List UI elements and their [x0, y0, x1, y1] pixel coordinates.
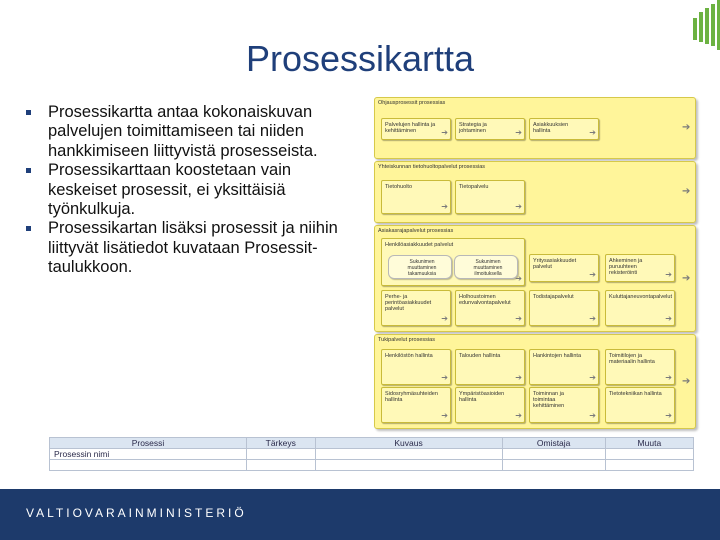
table-cell: [605, 449, 693, 460]
process-label: Tietotekniikan hallinta: [609, 391, 662, 397]
arrow-right-icon: ➔: [665, 314, 672, 323]
subprocess-label: Sukunimen muuttaminen ilmoituksella: [473, 259, 503, 277]
process-box: [455, 180, 525, 214]
process-map: [374, 97, 694, 427]
process-box: [455, 387, 525, 423]
process-box: [381, 290, 451, 326]
process-group-label: Ohjausprosessit prosessias: [378, 100, 446, 106]
process-box: [381, 180, 451, 214]
process-box: [381, 118, 451, 140]
arrow-right-icon: ➔: [441, 314, 448, 323]
process-label: Perhe- ja perintöasiakkuudet palvelut: [385, 294, 432, 312]
process-label: Strategia ja johtaminen: [459, 122, 487, 134]
process-label: Hankintojen hallinta: [533, 353, 582, 359]
process-group: [374, 334, 696, 429]
table-row: [50, 449, 694, 460]
arrow-right-icon: ➔: [682, 186, 691, 197]
table-row: [50, 460, 694, 471]
table-cell: Prosessin nimi: [50, 449, 247, 460]
arrow-right-icon: ➔: [589, 128, 596, 137]
process-group: [374, 225, 696, 332]
process-label: Toiminnan ja toimintaa kehittäminen: [533, 391, 565, 409]
arrow-right-icon: ➔: [589, 270, 596, 279]
table-cell: [502, 460, 605, 471]
process-box: [529, 254, 599, 282]
process-group-label: Tukipalvelut prosessias: [378, 337, 435, 343]
table-header-row: [50, 438, 694, 449]
square-bullet-icon: [26, 168, 31, 173]
square-bullet-icon: [26, 226, 31, 231]
process-box: [605, 254, 675, 282]
arrow-right-icon: ➔: [515, 202, 522, 211]
arrow-right-icon: ➔: [441, 128, 448, 137]
arrow-right-icon: ➔: [441, 411, 448, 420]
process-group: [374, 161, 696, 223]
process-label: Sidosryhmäsuhteiden hallinta: [385, 391, 438, 403]
square-bullet-icon: [26, 110, 31, 115]
arrow-right-icon: ➔: [665, 373, 672, 382]
bullet-text: Prosessikartta antaa kokonaiskuvan palvelujen toimittamiseen tai niiden hankkimiseen liittyvistä prosesseista.: [48, 103, 318, 160]
table-header: Kuvaus: [315, 438, 502, 449]
bullet-item: [26, 161, 356, 219]
process-group-label: Yhteiskunnan tietohuoltopalvelut prosessias: [378, 164, 486, 170]
arrow-right-icon: ➔: [515, 373, 522, 382]
process-group: [374, 97, 696, 159]
table-cell: [246, 460, 315, 471]
subprocess-box: [454, 255, 518, 279]
arrow-right-icon: ➔: [682, 376, 691, 387]
bullet-text: Prosessikarttaan koostetaan vain keskeiset prosessit, ei yksittäisiä työnkulkuja.: [48, 161, 292, 219]
process-label: Ympäristöasioiden hallinta: [459, 391, 505, 403]
process-label: Tietopalvelu: [459, 184, 489, 190]
table-header: Prosessi: [50, 438, 247, 449]
arrow-right-icon: ➔: [682, 122, 691, 133]
table-cell: [50, 460, 247, 471]
slide-title: Prosessikartta: [245, 38, 475, 79]
table-header: Tärkeys: [246, 438, 315, 449]
process-box: [455, 349, 525, 385]
arrow-right-icon: ➔: [515, 314, 522, 323]
process-box: [529, 118, 599, 140]
subprocess-box: [388, 255, 452, 279]
process-label: Henkilöasiakkuudet palvelut: [385, 242, 454, 248]
process-label: Yritysasiakkuudet palvelut: [533, 258, 577, 270]
table-cell: [315, 449, 502, 460]
table-cell: [502, 449, 605, 460]
arrow-right-icon: ➔: [589, 314, 596, 323]
bullet-item: [26, 219, 356, 277]
process-box: [605, 349, 675, 385]
bullet-list: [26, 103, 356, 278]
process-box: [529, 349, 599, 385]
arrow-right-icon: ➔: [665, 411, 672, 420]
arrow-right-icon: ➔: [589, 373, 596, 382]
process-box: [529, 290, 599, 326]
process-label: Henkilöstön hallinta: [385, 353, 433, 359]
process-label: Tietohuolto: [385, 184, 413, 190]
table-cell: [315, 460, 502, 471]
process-group-label: Asiakasrajapalvelut prosessias: [378, 228, 454, 234]
process-box: [381, 238, 525, 286]
process-label: Asiakkuuksien hallinta: [533, 122, 569, 134]
table-cell: [605, 460, 693, 471]
process-table: [49, 437, 694, 471]
subprocess-label: Sukunimen muuttaminen takamuuksia: [407, 259, 437, 277]
process-box: [605, 387, 675, 423]
arrow-right-icon: ➔: [441, 202, 448, 211]
footer-bar: [0, 489, 720, 540]
process-box: [381, 387, 451, 423]
arrow-right-icon: ➔: [515, 411, 522, 420]
process-label: Kuluttajaneuvontapalvelut: [609, 294, 672, 300]
arrow-right-icon: ➔: [515, 274, 522, 283]
ministry-logo: VALTIOVARAINMINISTERIÖ: [26, 506, 247, 520]
bullet-text: Prosessikartan lisäksi prosessit ja niihin liittyvät lisätiedot kuvataan Prosessit-taulukkoon.: [48, 219, 338, 277]
process-box: [529, 387, 599, 423]
arrow-right-icon: ➔: [515, 128, 522, 137]
arrow-right-icon: ➔: [589, 411, 596, 420]
arrow-right-icon: ➔: [441, 373, 448, 382]
arrow-right-icon: ➔: [682, 273, 691, 284]
process-box: [455, 290, 525, 326]
process-label: Palvelujen hallinta ja kehittäminen: [385, 122, 436, 134]
process-box: [381, 349, 451, 385]
process-box: [605, 290, 675, 326]
table-cell: [246, 449, 315, 460]
process-label: Todistajapalvelut: [533, 294, 574, 300]
bullet-item: [26, 103, 356, 161]
process-label: Holhoustoimen edunvalvontapalvelut: [459, 294, 511, 306]
process-box: [455, 118, 525, 140]
arrow-right-icon: ➔: [665, 270, 672, 279]
process-label: Talouden hallinta: [459, 353, 501, 359]
table-header: Omistaja: [502, 438, 605, 449]
process-label: Ahkeminen ja puruuhteen rekisteröinti: [609, 258, 643, 276]
table-header: Muuta: [605, 438, 693, 449]
process-label: Toimitilojen ja materiaalin hallinta: [609, 353, 655, 365]
